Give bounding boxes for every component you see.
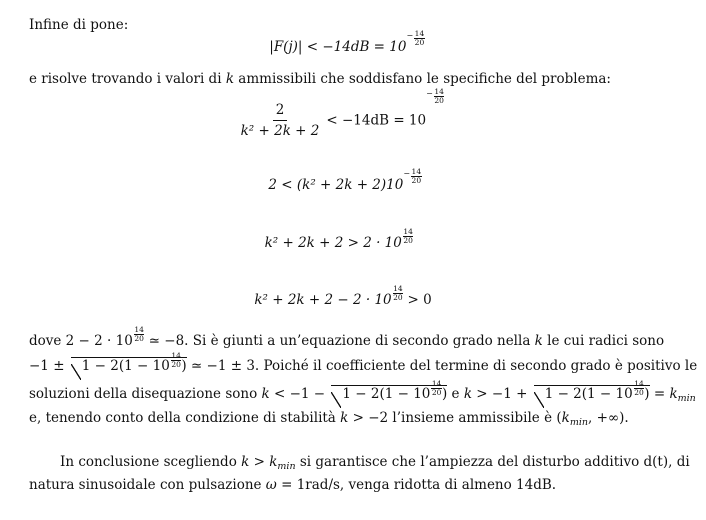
paragraph-4-line-1 <box>60 453 690 476</box>
equation-5 <box>0 284 696 309</box>
sqrt-body-a: 1 − 2(1 − 10 <box>81 358 170 374</box>
p3-l3-e: = <box>649 386 670 402</box>
exponent-denominator: 20 <box>434 95 444 105</box>
p4-l1-c: si garantisce che l’ampiezza del disturbo additivo d(t), di <box>295 454 690 470</box>
subscript-min: min <box>277 461 296 472</box>
p3-l1-a: dove 2 − 2 · 10 <box>29 333 133 349</box>
p3-l4-b: > −2 l’insieme ammissibile è ( <box>348 410 562 426</box>
sqrt-body-a: 1 − 2(1 − 10 <box>342 386 431 402</box>
exponent-denominator: 20 <box>414 37 425 47</box>
sqrt-body-a: 1 − 2(1 − 10 <box>544 386 633 402</box>
sqrt-body-b: ) <box>181 358 187 374</box>
equation-5-exponent <box>393 285 404 301</box>
equation-2-rhs: < −14dB = 10 <box>326 112 427 129</box>
sqrt-body-b: ) <box>644 386 650 402</box>
paragraph-2-text-b: ammissibili che soddisfano le specifiche del problema: <box>234 71 611 87</box>
exponent-numerator: 14 <box>431 379 442 388</box>
equation-1-exponent <box>406 29 425 48</box>
exponent-sign: − <box>406 31 414 40</box>
paragraph-3-line-4 <box>29 409 629 432</box>
variable-k: k <box>241 454 250 470</box>
fraction-numerator: 2 <box>273 102 288 121</box>
p4-l1-b: > <box>249 454 270 470</box>
paragraph-4-line-2 <box>29 476 556 494</box>
p4-l2-a: natura sinusoidale con pulsazione <box>29 477 266 493</box>
paragraph-3-line-1 <box>29 325 665 350</box>
sqrt-body-b: ) <box>441 386 448 402</box>
equation-2-exponent <box>426 87 444 106</box>
equation-3-exponent <box>403 167 422 186</box>
exponent-sign: − <box>403 169 411 178</box>
equation-4 <box>0 227 692 252</box>
exponent-numerator: 14 <box>393 284 403 293</box>
variable-k: k <box>340 410 349 426</box>
exponent-denominator: 20 <box>403 235 413 245</box>
exponent-numerator: 14 <box>134 325 144 334</box>
variable-k: k <box>463 386 472 402</box>
p3-l2-a: −1 ± <box>29 358 69 374</box>
equation-2-fraction <box>238 102 323 139</box>
equation-1-body: |F(j)| < −14dB = 10 <box>269 39 407 55</box>
p3-l2-b: ≃ −1 ± 3. Poiché il coefficiente del termine di secondo grado è positivo le <box>186 358 698 374</box>
exponent-numerator: 14 <box>414 29 425 38</box>
exponent-denominator: 20 <box>393 292 403 302</box>
square-root <box>534 379 650 402</box>
exponent-numerator: 14 <box>634 379 644 388</box>
variable-omega: ω <box>265 477 277 493</box>
equation-3-body: 2 < (k² + 2k + 2)10 <box>268 177 404 193</box>
exponent-numerator: 14 <box>171 351 181 360</box>
p3-l3-d: > −1 + <box>472 386 532 402</box>
subscript-min: min <box>677 393 696 404</box>
square-root <box>331 379 448 402</box>
exponent-numerator: 14 <box>411 167 422 176</box>
p3-l3-b: < −1 − <box>269 386 330 402</box>
intro-text <box>29 16 128 34</box>
exponent-denominator: 20 <box>634 387 644 397</box>
variable-k: k <box>261 386 270 402</box>
exponent-denominator: 20 <box>431 387 442 397</box>
exponent-numerator: 14 <box>434 87 444 96</box>
paragraph-3-line-2 <box>29 351 698 375</box>
sqrt-exponent <box>431 380 442 396</box>
exponent-denominator: 20 <box>411 175 422 185</box>
equation-1 <box>0 29 700 56</box>
p3-l1-exponent <box>134 326 145 342</box>
variable-k-min: k <box>561 410 570 426</box>
paragraph-2 <box>29 70 611 88</box>
exponent-numerator: 14 <box>403 227 413 236</box>
equation-2 <box>0 87 694 139</box>
p3-l3-c: e <box>447 386 464 402</box>
p3-l1-c: le cui radici sono <box>542 333 665 349</box>
sqrt-exponent <box>171 352 182 368</box>
variable-k: k <box>534 333 543 349</box>
equation-4-body: k² + 2k + 2 > 2 · 10 <box>264 235 402 251</box>
p4-l2-b: = 1rad/s, venga ridotta di almeno 14dB. <box>276 477 557 493</box>
equation-5-rhs: > 0 <box>403 292 432 308</box>
p3-l4-a: e, tenendo conto della condizione di stabilità <box>29 410 341 426</box>
equation-3 <box>0 167 698 194</box>
equation-5-body: k² + 2k + 2 − 2 · 10 <box>254 292 392 308</box>
sqrt-exponent <box>634 380 645 396</box>
p4-l1-a: In conclusione scegliendo <box>60 454 242 470</box>
exponent-sign: − <box>426 89 433 98</box>
variable-k-min: k <box>269 454 278 470</box>
paragraph-2-text-a: e risolve trovando i valori di <box>29 71 226 87</box>
p3-l1-b: ≃ −8. Si è giunti a un’equazione di secondo grado nella <box>144 333 535 349</box>
exponent-denominator: 20 <box>134 333 144 343</box>
subscript-min: min <box>569 417 588 428</box>
intro-sentence: Infine di pone: <box>29 17 129 33</box>
fraction-denominator: k² + 2k + 2 <box>240 123 320 139</box>
square-root <box>71 351 187 374</box>
equation-4-exponent <box>403 228 414 244</box>
paragraph-3-line-3 <box>29 379 696 408</box>
exponent-denominator: 20 <box>171 359 181 369</box>
variable-k-min: k <box>669 386 678 402</box>
p3-l3-a: soluzioni della disequazione sono <box>29 386 262 402</box>
variable-k: k <box>225 71 234 87</box>
p3-l4-c: , +∞). <box>587 410 629 426</box>
